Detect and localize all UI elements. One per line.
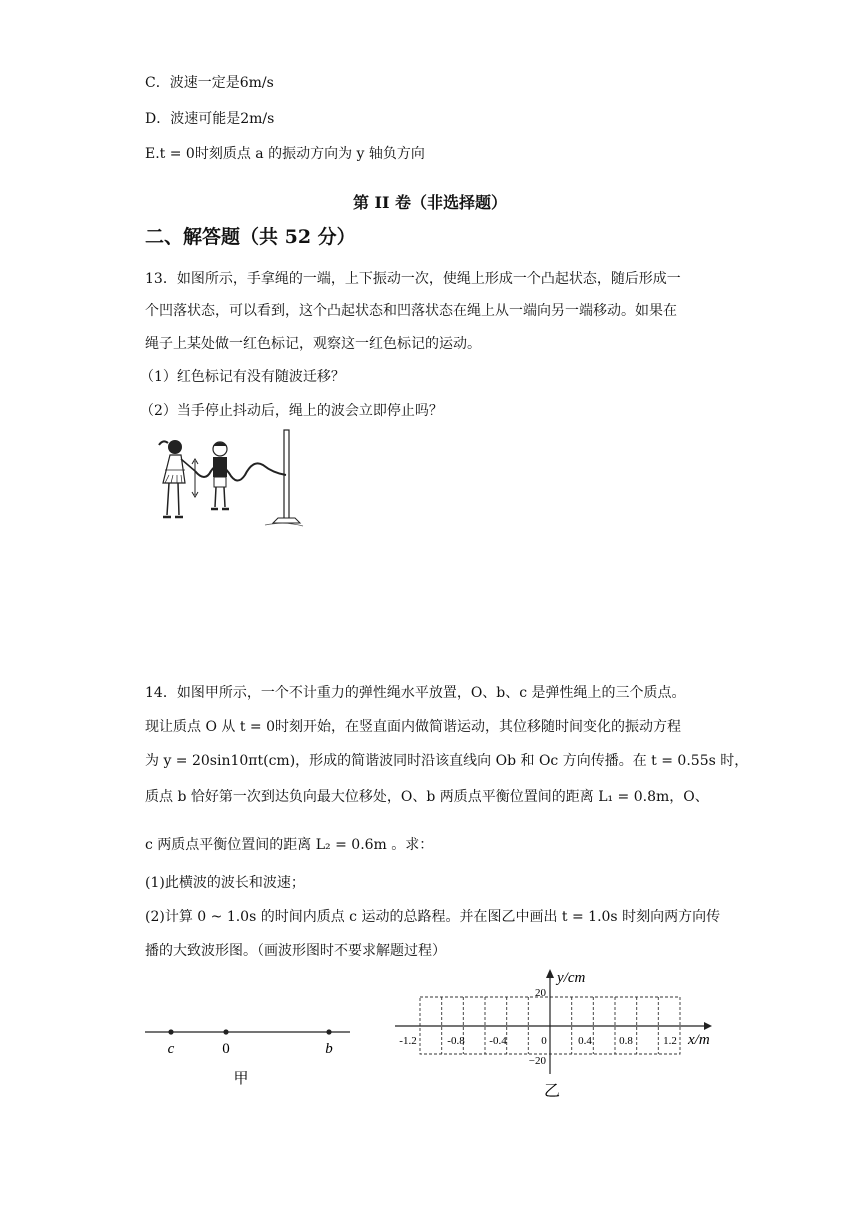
x-tick-neg0-4: -0.4: [489, 1035, 507, 1047]
figure-jia-caption: 甲: [233, 1071, 249, 1087]
q13-rope-illustration: [145, 425, 305, 530]
point-b-label: b: [325, 1041, 333, 1057]
q13-line-1: 13．如图所示，手拿绳的一端，上下振动一次，使绳上形成一个凸起状态，随后形成一: [145, 271, 681, 287]
option-d: D．波速可能是2m/s: [145, 111, 275, 127]
point-o-label: 0: [222, 1041, 230, 1057]
q14-line-5: c 两质点平衡位置间的距离 L₂ = 0.6m 。求：: [145, 837, 434, 853]
y-tick-neg20: −20: [528, 1055, 546, 1067]
figure-yi-caption: 乙: [543, 1083, 561, 1100]
q14-line-4: 质点 b 恰好第一次到达负向最大位移处，O、b 两质点平衡位置间的距离 L₁ = 0.8m，O、: [145, 789, 709, 805]
x-tick-0-4: 0.4: [578, 1035, 592, 1047]
q13-sub-1: （1）红色标记有没有随波迁移？: [140, 369, 345, 385]
option-e: E.t = 0时刻质点 a 的振动方向为 y 轴负方向: [145, 146, 425, 162]
volume-heading: 第 II 卷（非选择题）: [352, 193, 508, 212]
q13-line-3: 绳子上某处做一红色标记，观察这一红色标记的运动。: [145, 336, 481, 352]
x-tick-neg0-8: -0.8: [447, 1035, 465, 1047]
section-heading: 二、解答题（共 52 分）: [145, 226, 356, 248]
y-tick-20: 20: [535, 987, 546, 999]
x-tick-1-2: 1.2: [663, 1035, 677, 1047]
q14-sub-3: 播的大致波形图。（画波形图时不要求解题过程）: [145, 943, 446, 959]
x-tick-0-8: 0.8: [619, 1035, 633, 1047]
x-tick-neg1-2: -1.2: [399, 1035, 417, 1047]
q13-line-2: 个凹落状态，可以看到，这个凸起状态和凹落状态在绳上从一端向另一端移动。如果在: [145, 303, 677, 319]
point-c-label: c: [167, 1041, 175, 1057]
q14-line-2: 现让质点 O 从 t = 0时刻开始，在竖直面内做简谐运动，其位移随时间变化的振动方程: [145, 719, 681, 735]
q13-sub-2: （2）当手停止抖动后，绳上的波会立即停止吗？: [140, 403, 443, 419]
y-axis-label: y/cm: [557, 970, 586, 986]
x-tick-0: 0: [541, 1035, 547, 1047]
figure-jia: [140, 1015, 355, 1090]
q14-line-3: 为 y = 20sin10πt(cm)，形成的简谐波同时沿该直线向 Ob 和 Oc 方向传播。在 t = 0.55s 时，: [145, 753, 749, 769]
option-c: C．波速一定是6m/s: [145, 75, 274, 91]
x-axis-label: x/m: [688, 1032, 710, 1048]
q14-sub-1: (1)此横波的波长和波速；: [145, 875, 305, 891]
q14-line-1: 14．如图甲所示，一个不计重力的弹性绳水平放置，O、b、c 是弹性绳上的三个质点。: [145, 685, 686, 701]
figure-yi: [390, 962, 730, 1107]
q14-sub-2: (2)计算 0 ~ 1.0s 的时间内质点 c 运动的总路程。并在图乙中画出 t = 1.0s 时刻向两方向传: [145, 909, 721, 925]
